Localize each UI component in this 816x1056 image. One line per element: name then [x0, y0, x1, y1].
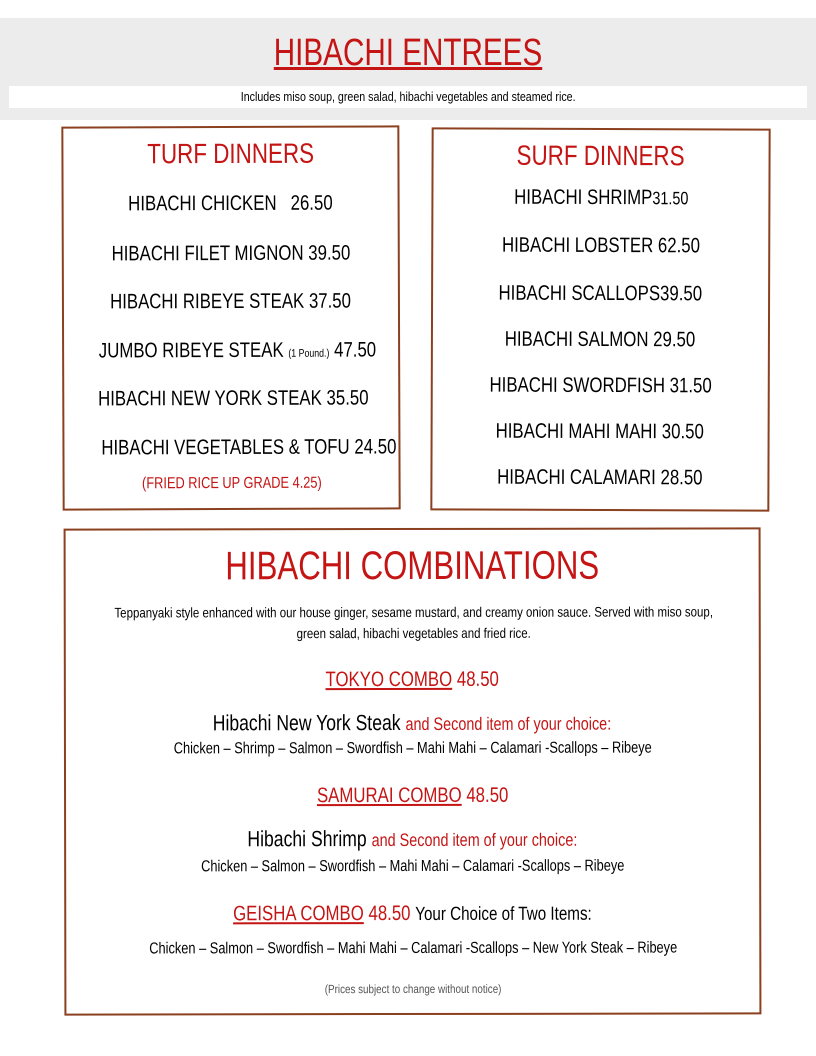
menu-item: HIBACHI SHRIMP31.50 [513, 185, 689, 210]
menu-item: HIBACHI SWORDFISH 31.50 [489, 373, 712, 398]
tokyo-combo-heading: TOKYO COMBO 48.50 [325, 667, 500, 692]
price-note: (Prices subject to change without notice) [324, 981, 502, 997]
tokyo-combo-main: Hibachi New York Steak and Second item of your choice: [213, 710, 612, 736]
menu-item: HIBACHI VEGETABLES & TOFU 24.50 [101, 435, 397, 460]
fried-rice-upgrade: (FRIED RICE UP GRADE 4.25) [141, 474, 322, 493]
menu-item: HIBACHI SALMON 29.50 [505, 327, 696, 352]
menu-item: HIBACHI FILET MIGNON 39.50 [111, 241, 351, 266]
includes-note: Includes miso soup, green salad, hibachi vegetables and steamed rice. [9, 86, 807, 108]
turf-title: TURF DINNERS [146, 137, 314, 170]
menu-item: HIBACHI CHICKEN 26.50 [128, 191, 333, 216]
menu-item: HIBACHI LOBSTER 62.50 [501, 233, 700, 258]
page-title: HIBACHI ENTREES [273, 32, 543, 74]
turf-dinners-box [61, 125, 400, 510]
geisha-combo-choices: Chicken – Salmon – Swordfish – Mahi Mahi – Calamari -Scallops – New York Steak – Ribeye [148, 939, 677, 958]
menu-item: JUMBO RIBEYE STEAK (1 Pound.) 47.50 [98, 338, 377, 363]
surf-dinners-box [430, 127, 770, 511]
combinations-title: HIBACHI COMBINATIONS [225, 543, 600, 589]
menu-item: HIBACHI RIBEYE STEAK 37.50 [110, 289, 352, 314]
menu-item: HIBACHI NEW YORK STEAK 35.50 [98, 386, 369, 411]
samurai-combo-main: Hibachi Shrimp and Second item of your choice: [247, 826, 578, 852]
combinations-description: Teppanyaki style enhanced with our house ginger, sesame mustard, and creamy onion sauce. Served with miso soup, [114, 603, 714, 621]
tokyo-combo-choices: Chicken – Shrimp – Salmon – Swordfish – Mahi Mahi – Calamari -Scallops – Ribeye [173, 739, 652, 758]
menu-item: HIBACHI SCALLOPS39.50 [498, 281, 703, 306]
samurai-combo-heading: SAMURAI COMBO 48.50 [316, 783, 509, 808]
menu-item: HIBACHI MAHI MAHI 30.50 [495, 419, 705, 444]
menu-item: HIBACHI CALAMARI 28.50 [497, 465, 703, 490]
surf-title: SURF DINNERS [517, 139, 686, 172]
combinations-box [64, 527, 762, 1015]
combinations-description: green salad, hibachi vegetables and fried rice. [296, 624, 531, 642]
geisha-combo-heading: GEISHA COMBO 48.50 Your Choice of Two Items: [233, 902, 593, 926]
samurai-combo-choices: Chicken – Salmon – Swordfish – Mahi Mahi – Calamari -Scallops – Ribeye [201, 857, 625, 876]
